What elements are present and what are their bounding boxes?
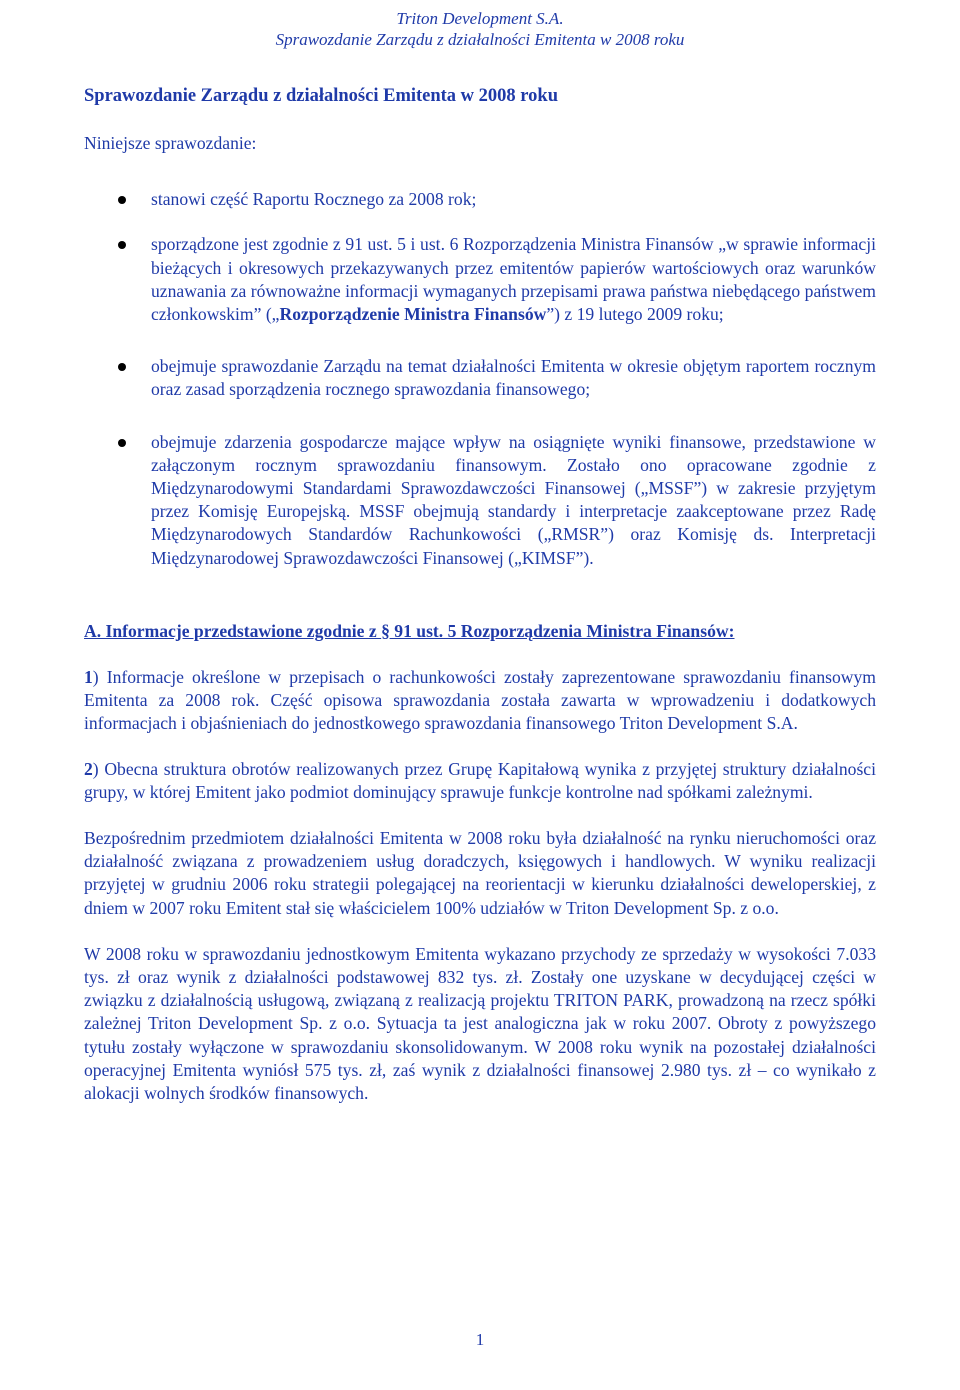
- bullet-item-part-of-report: [84, 188, 876, 211]
- document-body: [84, 84, 876, 1105]
- paragraph-2: [84, 758, 876, 804]
- section-symbol: §: [381, 620, 390, 641]
- bullet-item-regulation: [84, 233, 876, 326]
- bullet-text: obejmuje zdarzenia gospodarcze mające wpływ na osiągnięte wyniki finansowe, przedstawione w załączonym rocznym sprawozdaniu finansowym. Zostało ono opracowane zgodnie z Międzynarodowymi Standardami Sprawozdawczości Finansowej („MSSF”) w zakresie przyjętym przez Komisję Europejską. MSSF obejmują standardy i interpretacje zaakceptowane przez Radę Międzynarodowych Standardów Rachunkowości („RMSR”) oraz Komisję ds. Interpretacji Międzynarodowej Sprawozdawczości Finansowej („KIMSF”).: [151, 431, 876, 568]
- section-heading-text: A. Informacje przedstawione zgodnie z: [84, 620, 382, 641]
- bullet-text: ”) z 19 lutego 2009 roku;: [546, 304, 724, 325]
- bullet-bold-term: Rozporządzenie Ministra Finansów: [279, 304, 547, 325]
- header-company: Triton Development S.A.: [396, 9, 564, 28]
- bullet-text: stanowi część Raportu Rocznego za 2008 rok;: [151, 189, 477, 210]
- running-header: [0, 8, 960, 50]
- paragraph-text: ) Informacje określone w przepisach o rachunkowości zostały zaprezentowane sprawozdaniu finansowym Emitenta za 2008 rok. Część opisowa sprawozdania została zawarta w wprowadzeniu i dodatkowych informacjach i objaśnieniach do jednostkowego sprawozdania finansowego Triton Development S.A.: [84, 667, 876, 734]
- document-title: Sprawozdanie Zarządu z działalności Emitenta w 2008 roku: [84, 86, 558, 106]
- paragraph-1: [84, 666, 876, 736]
- bullet-text: obejmuje sprawozdanie Zarządu na temat działalności Emitenta w okresie objętym raportem rocznym oraz zasad sporządzenia rocznego sprawozdania finansowego;: [151, 356, 876, 400]
- intro-text: Niniejsze sprawozdanie:: [84, 133, 257, 153]
- header-report-title: Sprawozdanie Zarządu z działalności Emitenta w 2008 roku: [275, 30, 685, 49]
- bullet-text: sporządzone jest zgodnie z 91 ust. 5 i ust. 6 Rozporządzenia Ministra Finansów „w sprawie informacji bieżących i okresowych przekazywanych przez emitentów papierów wartościowych oraz warunków uznawania za równoważne informacji wymaganych przepisami prawa państwa niebędącego państwem członkowskim” („: [151, 234, 876, 325]
- bullet-item-board-report: [84, 355, 876, 401]
- section-heading-a: [84, 620, 876, 643]
- paragraph-number: 2: [84, 758, 93, 779]
- paragraph-activity: Bezpośrednim przedmiotem działalności Emitenta w 2008 roku była działalność na rynku nieruchomości oraz działalność związana z prowadzeniem usług doradczych, księgowych i handlowych. W wyniku realizacji przyjętej w grudniu 2006 roku strategii polegającej na reorientacji w kierunku działalności deweloperskiej, z dniem w 2007 roku Emitent stał się właścicielem 100% udziałów w Triton Development Sp. z o.o.: [84, 828, 876, 918]
- bullet-list: [84, 188, 876, 570]
- paragraph-financial-results: W 2008 roku w sprawozdaniu jednostkowym Emitenta wykazano przychody ze sprzedaży w wysokości 7.033 tys. zł oraz wynik z działalności podstawowej 832 tys. zł. Zostały one uzyskane w decydującej części w związku z działalnością usługową, związaną z realizacją projektu TRITON PARK, prowadzoną na rzecz spółki zależnej Triton Development Sp. z o.o. Sytuacja ta jest analogiczna jak w roku 2007. Obroty z powyższego tytułu zostały wyłączone w sprawozdaniu skonsolidowanym. W 2008 roku wynik na pozostałej działalności operacyjnej Emitenta wyniósł 575 tys. zł, zaś wynik z działalności finansowej 2.980 tys. zł – co wynikało z alokacji wolnych środków finansowych.: [84, 943, 876, 1104]
- section-heading-text: 91 ust. 5 Rozporządzenia Ministra Finansów:: [389, 620, 735, 641]
- page-number: 1: [475, 1330, 485, 1349]
- paragraph-text: ) Obecna struktura obrotów realizowanych przez Grupę Kapitałową wynika z przyjętej struktury działalności grupy, w której Emitent jako podmiot dominujący sprawuje funkcje kontrolne nad spółkami zależnymi.: [84, 758, 876, 802]
- bullet-item-economic-events: [84, 431, 876, 570]
- paragraph-number: 1: [84, 667, 93, 688]
